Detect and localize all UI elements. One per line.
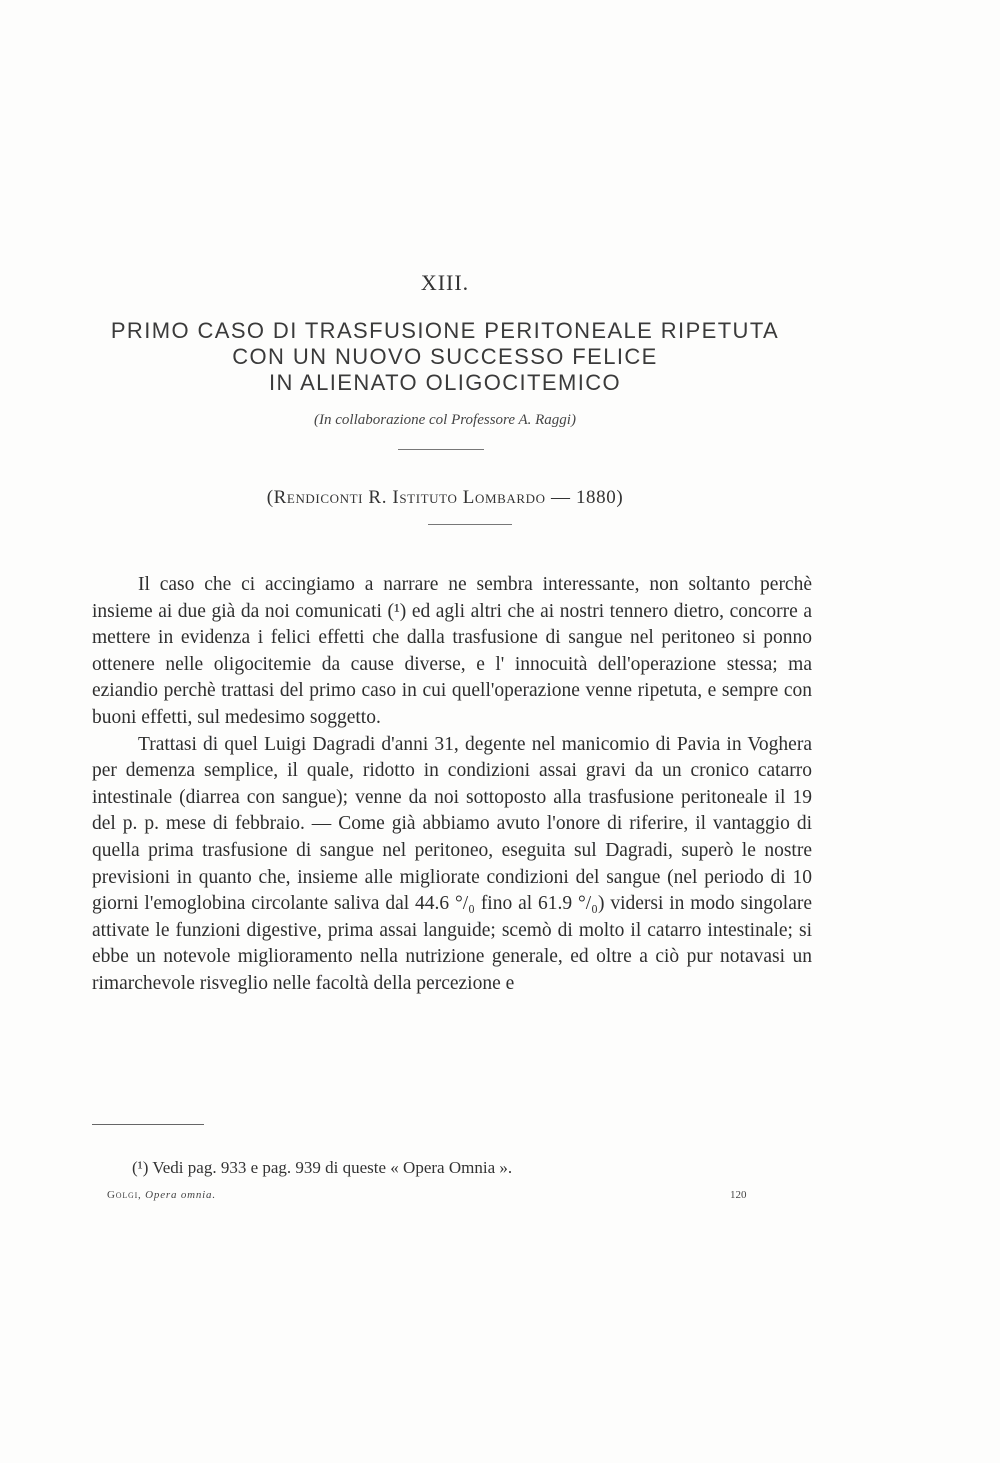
running-footer — [107, 1189, 216, 1201]
title-divider — [398, 449, 484, 450]
body-text — [92, 572, 812, 998]
page-number: 120 — [730, 1189, 747, 1201]
paragraph-2: Trattasi di quel Luigi Dagradi d'anni 31, degente nel manicomio di Pavia in Voghera per demenza semplice, il quale, ridotto in condizioni assai gravi da un cronico catarro intestinale (diarrea con sangue); venne da noi sottoposto alla trasfusione peritoneale il 19 del p. p. mese di febbraio. — Come già abbiamo avuto l'onore di riferire, il vantaggio di quella prima trasfusione di sangue nel peritoneo, eseguita sul Dagradi, superò le nostre previsioni in quanto che, insieme alle migliorate condizioni del sangue (nel periodo di 10 giorni l'emoglobina circolante saliva dal 44.6 °/₀ fino al 61.9 °/₀) vidersi in modo singolare attivate le funzioni digestive, prima assai languide; scemò di molto il catarro intestinale; si ebbe un notevole miglioramento nella nutrizione generale, ed oltre a ciò pur notavasi un rimarchevole risveglio nelle facoltà della percezione e — [92, 733, 812, 994]
footnote: (¹) Vedi pag. 933 e pag. 939 di queste « Opera Omnia ». — [132, 1158, 513, 1177]
source-citation: (Rendiconti R. Istituto Lombardo — 1880) — [266, 487, 624, 508]
source-divider — [428, 524, 512, 525]
collaboration-note: (In collaborazione col Professore A. Raggi) — [314, 412, 576, 428]
title-line-1: PRIMO CASO DI TRASFUSIONE PERITONEALE RIPETUTA — [110, 318, 780, 343]
title-line-2: CON UN NUOVO SUCCESSO FELICE — [232, 344, 658, 369]
article-title — [0, 318, 890, 396]
title-line-3: IN ALIENATO OLIGOCITEMICO — [268, 370, 622, 395]
footer-work: Opera omnia. — [145, 1189, 216, 1201]
chapter-number: XIII. — [420, 270, 470, 295]
footer-author: Golgi, — [107, 1189, 142, 1201]
paragraph-1: Il caso che ci accingiamo a narrare ne sembra interessante, non soltanto perchè insieme ai due già da noi comunicati (¹) ed agli altri che ai nostri tennero dietro, concorre a mettere in evidenza i felici effetti che dalla trasfusione di sangue nel peritoneo si ponno ottenere nelle oligocitemie da cause diverse, e l' innocuità dell'operazione stessa; ma eziandio perchè trattasi del primo caso in cui quell'operazione venne ripetuta, e sempre con buoni effetti, sul medesimo soggetto. — [92, 574, 812, 728]
footnote-divider — [92, 1124, 204, 1125]
